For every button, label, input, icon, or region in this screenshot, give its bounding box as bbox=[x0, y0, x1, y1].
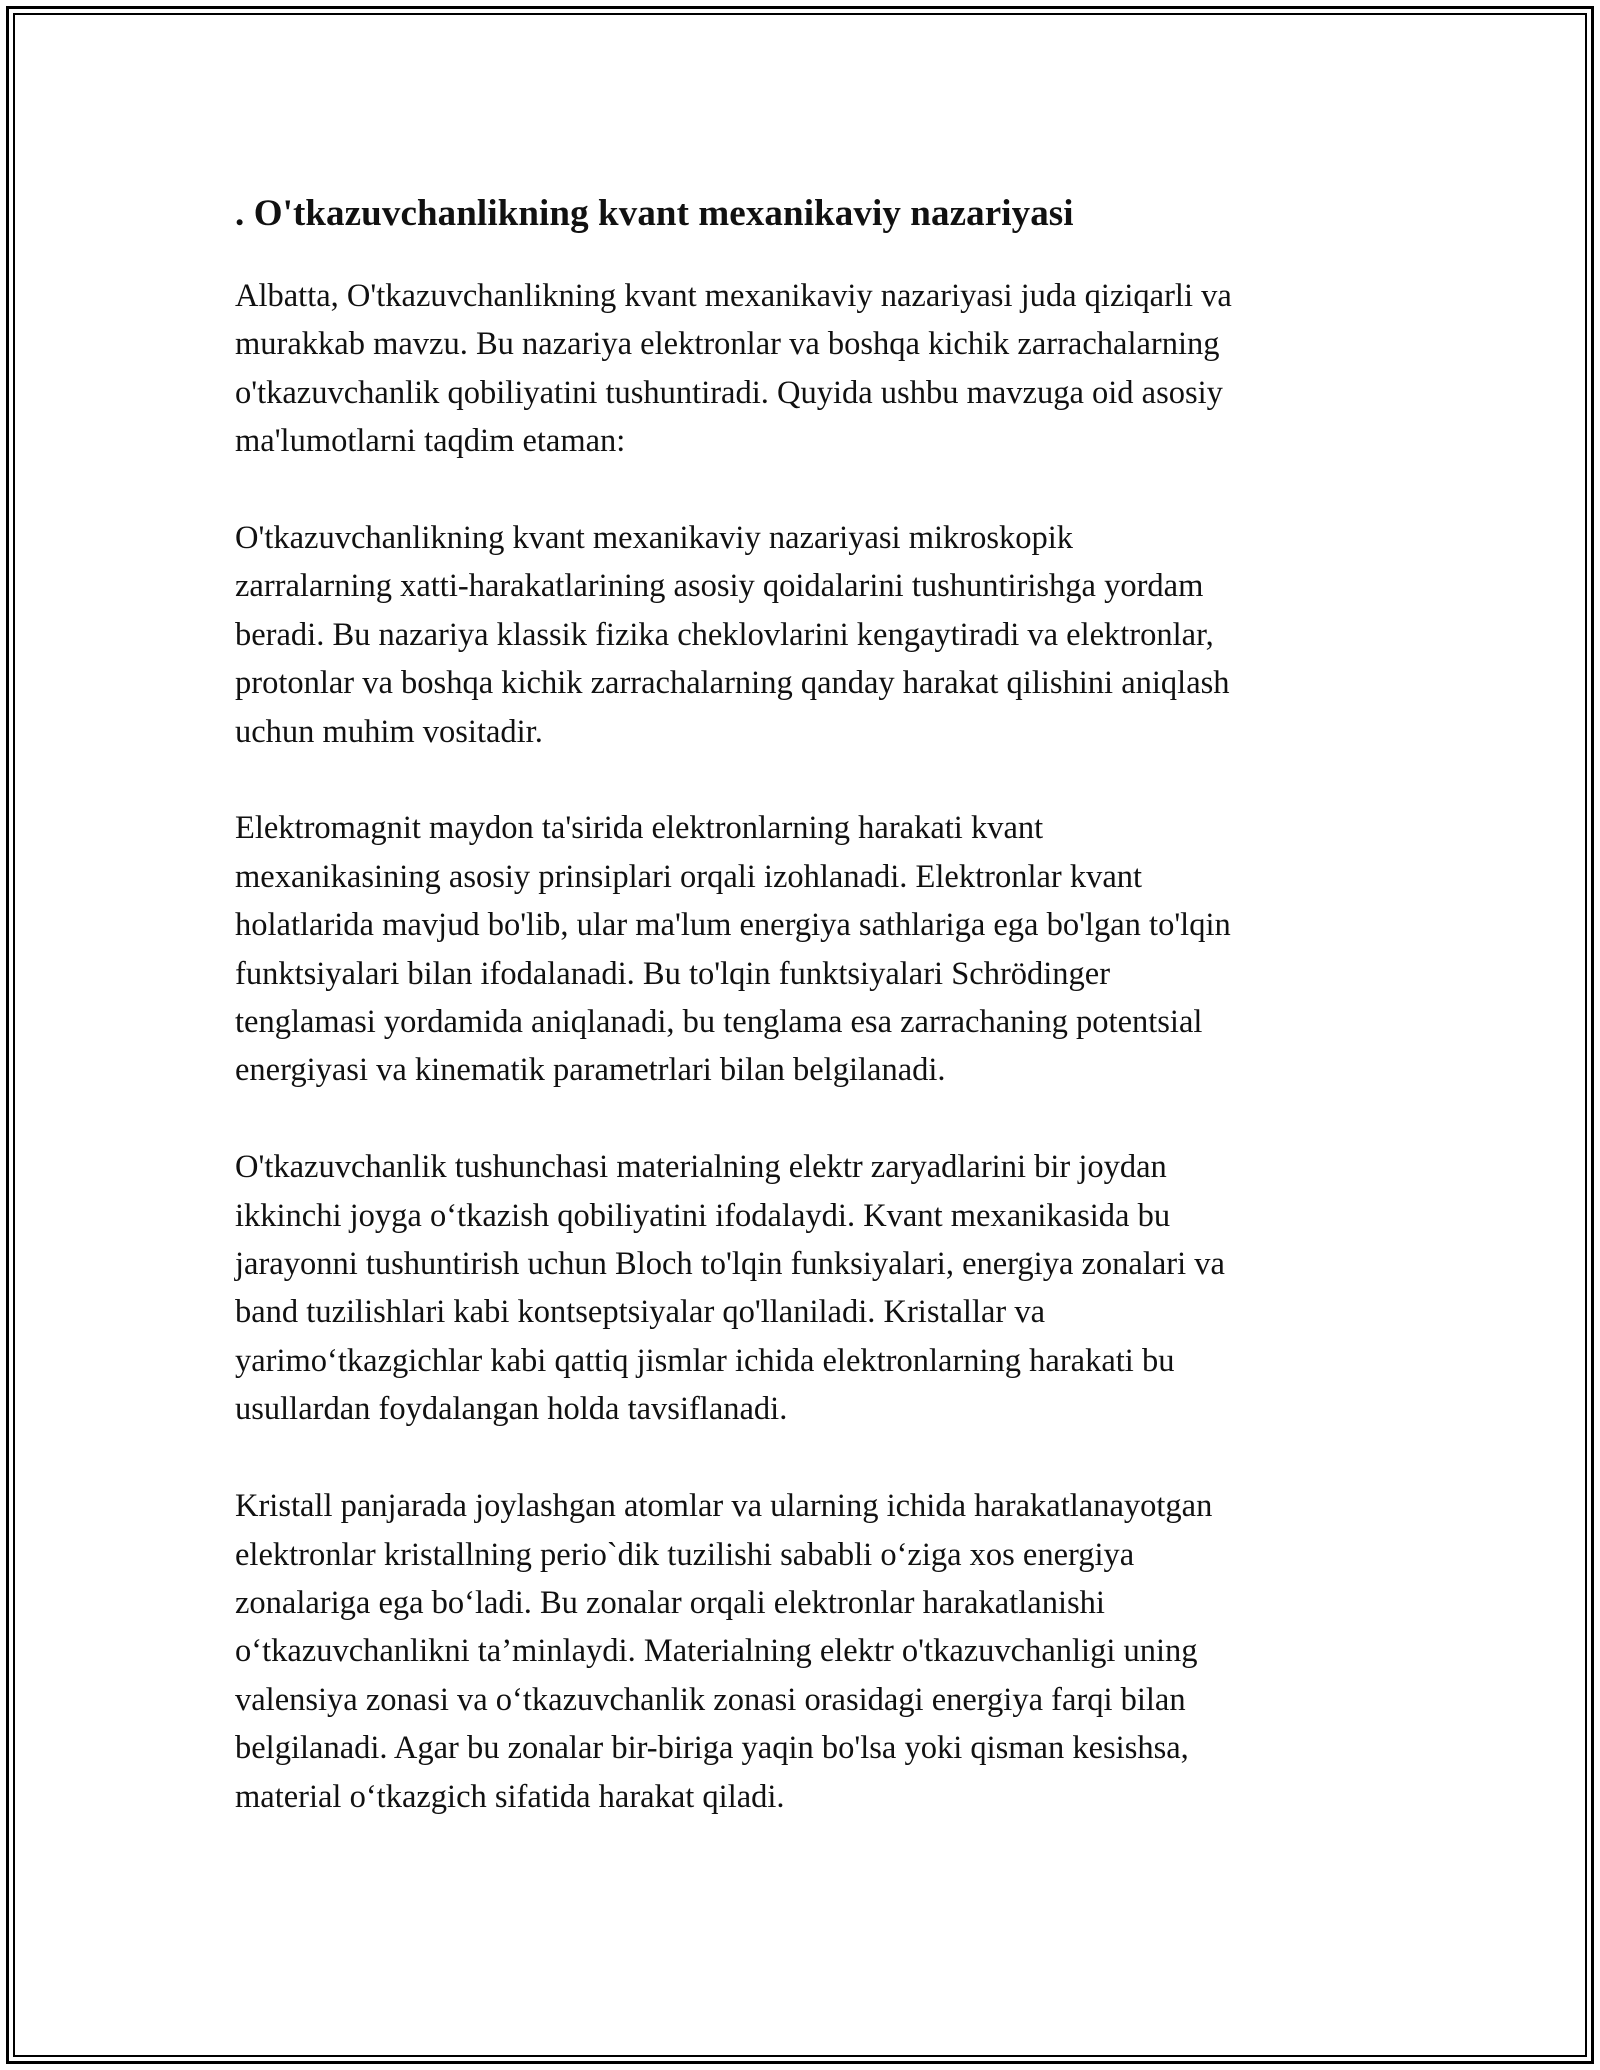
text-line: belgilanadi. Agar bu zonalar bir-biriga yaqin bo'lsa yoki qisman kesishsa, bbox=[235, 1730, 1189, 1767]
text-line: beradi. Bu nazariya klassik fizika cheklovlarini kengaytiradi va elektronlar, bbox=[235, 616, 1214, 653]
text-line: usullardan foydalangan holda tavsiflanadi. bbox=[235, 1391, 788, 1428]
text-line: yarimo‘tkazgichlar kabi qattiq jismlar ichida elektronlarning harakati bu bbox=[235, 1342, 1175, 1379]
text-line: uchun muhim vositadir. bbox=[235, 713, 543, 750]
text-line: tenglamasi yordamida aniqlanadi, bu tenglama esa zarrachaning potentsial bbox=[235, 1004, 1203, 1041]
text-line: ma'lumotlarni taqdim etaman: bbox=[235, 423, 626, 460]
text-line: Albatta, O'tkazuvchanlikning kvant mexanikaviy nazariyasi juda qiziqarli va bbox=[235, 278, 1232, 314]
text-line: elektronlar kristallning perio`dik tuzilishi sababli o‘ziga xos energiya bbox=[235, 1536, 1135, 1573]
paragraph-crystal-lattice bbox=[235, 1482, 1365, 1821]
paragraph-conductivity bbox=[235, 1143, 1365, 1433]
document-body bbox=[235, 190, 1365, 1821]
text-line: ikkinchi joyga o‘tkazish qobiliyatini ifodalaydi. Kvant mexanikasida bu bbox=[235, 1197, 1171, 1234]
text-line: valensiya zonasi va o‘tkazuvchanlik zonasi orasidagi energiya farqi bilan bbox=[235, 1681, 1186, 1718]
paragraph-intro bbox=[235, 272, 1365, 466]
text-line: material o‘tkazgich sifatida harakat qiladi. bbox=[235, 1778, 785, 1815]
text-line: Kristall panjarada joylashgan atomlar va ularning ichida harakatlanayotgan bbox=[235, 1488, 1213, 1525]
text-line: O'tkazuvchanlik tushunchasi materialning elektr zaryadlarini bir joydan bbox=[235, 1149, 1167, 1186]
text-line: o‘tkazuvchanlikni ta’minlaydi. Materialning elektr o'tkazuvchanligi uning bbox=[235, 1633, 1198, 1670]
text-line: O'tkazuvchanlikning kvant mexanikaviy nazariyasi mikroskopik bbox=[235, 520, 1074, 557]
text-line: jarayonni tushuntirish uchun Bloch to'lqin funksiyalari, energiya zonalari va bbox=[235, 1246, 1225, 1283]
text-line: mexanikasining asosiy prinsiplari orqali izohlanadi. Elektronlar kvant bbox=[235, 858, 1143, 895]
paragraph-definition bbox=[235, 514, 1365, 756]
text-line: energiyasi va kinematik parametrlari bilan belgilanadi. bbox=[235, 1052, 946, 1089]
text-line: o'tkazuvchanlik qobiliyatini tushuntiradi. Quyida ushbu mavzuga oid asosiy bbox=[235, 374, 1223, 411]
text-line: murakkab mavzu. Bu nazariya elektronlar va boshqa kichik zarrachalarning bbox=[235, 326, 1220, 363]
text-line: zonalariga ega bo‘ladi. Bu zonalar orqali elektronlar harakatlanishi bbox=[235, 1584, 1105, 1621]
text-line: zarralarning xatti-harakatlarining asosiy qoidalarini tushuntirishga yordam bbox=[235, 568, 1204, 605]
text-line: band tuzilishlari kabi kontseptsiyalar qo'llaniladi. Kristallar va bbox=[235, 1294, 1046, 1331]
text-line: funktsiyalari bilan ifodalanadi. Bu to'lqin funktsiyalari Schrödinger bbox=[235, 955, 1111, 992]
document-title: . O'tkazuvchanlikning kvant mexanikaviy nazariyasi bbox=[235, 193, 1074, 234]
paragraph-electromagnetic bbox=[235, 804, 1365, 1094]
text-line: protonlar va boshqa kichik zarrachalarning qanday harakat qilishini aniqlash bbox=[235, 665, 1230, 702]
text-line: holatlarida mavjud bo'lib, ular ma'lum energiya sathlariga ega bo'lgan to'lqin bbox=[235, 907, 1231, 944]
text-line: Elektromagnit maydon ta'sirida elektronlarning harakati kvant bbox=[235, 810, 1044, 847]
